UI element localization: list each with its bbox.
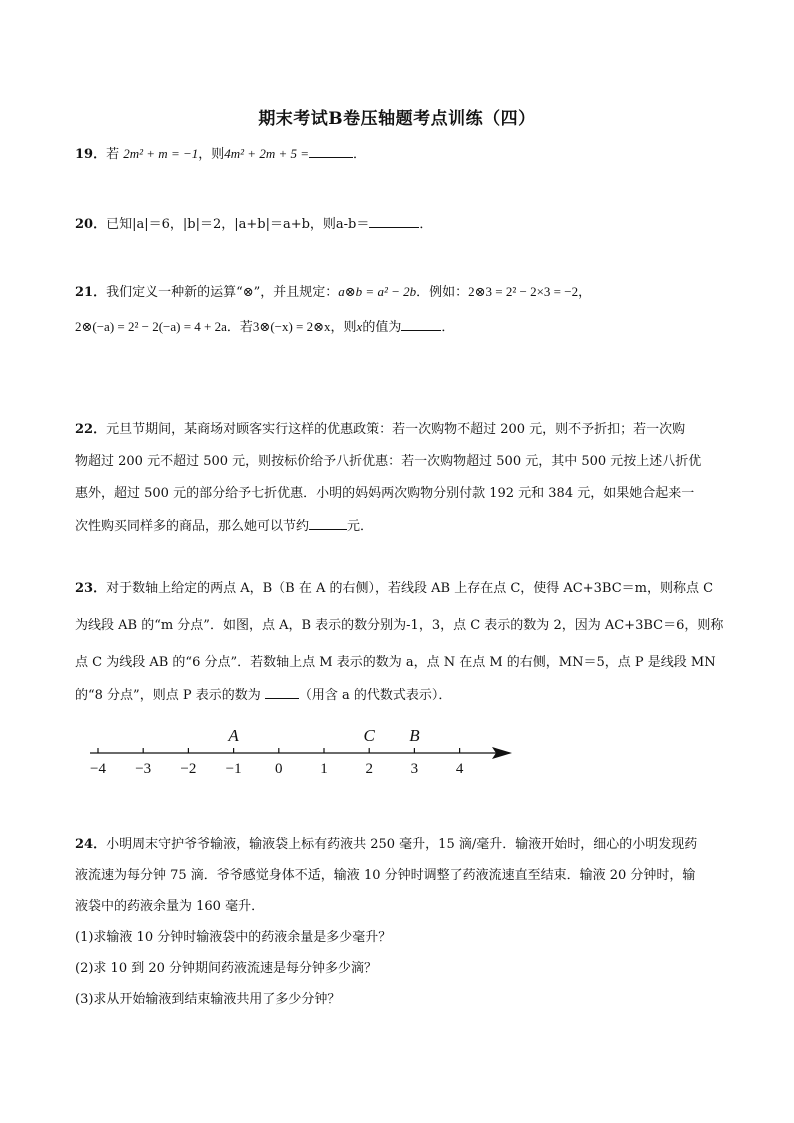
tick-label: 2 <box>365 761 373 777</box>
tick-label: 1 <box>320 761 328 777</box>
q21-equation: 3⊗(−x) = 2⊗x <box>252 319 331 334</box>
question-24-line-3 <box>75 898 264 916</box>
q20-end: ． <box>419 217 433 232</box>
subquestion-text: (2)求 10 到 20 分钟期间药液流速是每分钟多少滴？ <box>75 961 378 976</box>
answer-blank[interactable] <box>369 215 419 228</box>
question-21-line-1 <box>75 283 591 302</box>
q21-text-3: ， <box>578 285 592 300</box>
q21-text-1: 我们定义一种新的运算“⊗”，并且规定： <box>106 285 339 300</box>
q22-text-line: 次性购买同样多的商品，那么她可以节约 <box>75 519 310 534</box>
question-24-line-2 <box>75 867 695 885</box>
q24-subquestion-3 <box>75 991 340 1009</box>
q22-text-end: 元． <box>347 519 374 534</box>
q23-text-line: 对于数轴上给定的两点 A，B（B 在 A 的右侧），若线段 AB 上存在点 C，使得 AC+3BC＝m，则称点 C <box>106 581 714 596</box>
tick-label: 0 <box>275 761 283 777</box>
question-23-line-4 <box>75 686 451 705</box>
q24-text-line: 小明周末守护爷爷输液，输液袋上标有药液共 250 毫升，15 滴/毫升．输液开始时，细心的小明发现药 <box>106 837 698 852</box>
q21-end: ． <box>441 320 455 335</box>
q21-text-5: ，则 <box>330 320 357 335</box>
q23-text-end: （用含 a 的代数式表示）． <box>298 688 452 703</box>
tick-label: 4 <box>455 761 464 777</box>
q19-pre: 若 <box>106 147 120 162</box>
point-label-b: B <box>409 726 420 745</box>
answer-blank[interactable] <box>401 318 441 331</box>
q19-mid: ，则 <box>198 147 225 162</box>
question-23-line-2 <box>75 617 723 635</box>
question-number: 23． <box>75 581 107 596</box>
answer-blank[interactable] <box>309 145 353 158</box>
q23-text-line: 为线段 AB 的“m 分点”．如图，点 A，B 表示的数分别为-1，3，点 C 表示的数为 2，因为 AC+3BC＝6，则称 <box>75 618 724 633</box>
q21-definition: a⊗b = a² − 2b <box>338 284 417 299</box>
tick-label: −2 <box>180 761 197 777</box>
subquestion-text: (3)求从开始输液到结束输液共用了多少分钟？ <box>75 992 341 1007</box>
question-22-line-2 <box>75 453 701 471</box>
q23-text-line: 的“8 分点”，则点 P 表示的数为 <box>75 688 261 703</box>
q22-text-line: 元旦节期间，某商场对顾客实行这样的优惠政策：若一次购物不超过 200 元，则不予折扣；若一次购 <box>106 422 686 437</box>
point-label-a: A <box>228 726 239 745</box>
question-21-line-2 <box>75 318 454 337</box>
q19-condition: 2m² + m = −1 <box>123 146 199 161</box>
question-22-line-1 <box>75 421 685 439</box>
q21-variable: x <box>356 319 363 334</box>
tick-label: −1 <box>225 761 242 777</box>
question-number: 24． <box>75 837 107 852</box>
q24-subquestion-1 <box>75 929 391 947</box>
question-22-line-4 <box>75 517 373 536</box>
q24-subquestion-2 <box>75 960 377 978</box>
q23-text-line: 点 C 为线段 AB 的“6 分点”．若数轴上点 M 表示的数为 a，点 N 在点 M 的右侧，MN＝5，点 P 是线段 MN <box>75 655 716 670</box>
question-22-line-3 <box>75 485 694 503</box>
question-number: 22． <box>75 422 107 437</box>
question-number: 19． <box>75 147 107 162</box>
q19-expression: 4m² + 2m + 5 = <box>224 146 310 161</box>
answer-blank[interactable] <box>265 686 299 699</box>
q22-text-line: 惠外，超过 500 元的部分给予七折优惠．小明的妈妈两次购物分别付款 192 元和 384 元，如果她合起来一 <box>75 486 695 501</box>
question-24-line-1 <box>75 836 697 854</box>
q24-text-line: 液流速为每分钟 75 滴．爷爷感觉身体不适，输液 10 分钟时调整了药液流速直至结束．输液 20 分钟时，输 <box>75 868 696 883</box>
subquestion-text: (1)求输液 10 分钟时输液袋中的药液余量是多少毫升？ <box>75 930 392 945</box>
q21-text-4: ．若 <box>226 320 253 335</box>
tick-label: 3 <box>410 761 419 777</box>
question-20 <box>75 215 432 234</box>
q22-text-line: 物超过 200 元不超过 500 元，则按标价给予八折优惠：若一次购物超过 500 元，其中 500 元按上述八折优 <box>75 454 702 469</box>
question-19 <box>75 145 366 164</box>
q21-text-2: ．例如： <box>416 285 469 300</box>
q21-example-2: 2⊗(−a) = 2² − 2(−a) = 4 + 2a <box>75 319 227 334</box>
question-23-line-1 <box>75 580 713 598</box>
tick-label: −3 <box>135 761 152 777</box>
q21-text-6: 的值为 <box>362 320 402 335</box>
question-23-line-3 <box>75 654 716 672</box>
page-title: 期末考试B卷压轴题考点训练（四） <box>258 109 536 129</box>
point-label-c: C <box>363 726 375 745</box>
q19-end: ． <box>353 147 367 162</box>
q24-text-line: 液袋中的药液余量为 160 毫升． <box>75 899 265 914</box>
tick-label: −4 <box>90 761 106 777</box>
question-number: 20． <box>75 217 107 232</box>
number-line-figure <box>80 722 520 782</box>
q21-example-1: 2⊗3 = 2² − 2×3 = −2 <box>468 284 579 299</box>
q20-text: 已知|a|＝6，|b|＝2，|a+b|＝a+b，则a-b＝ <box>106 217 370 232</box>
answer-blank[interactable] <box>309 517 347 530</box>
question-number: 21． <box>75 285 107 300</box>
